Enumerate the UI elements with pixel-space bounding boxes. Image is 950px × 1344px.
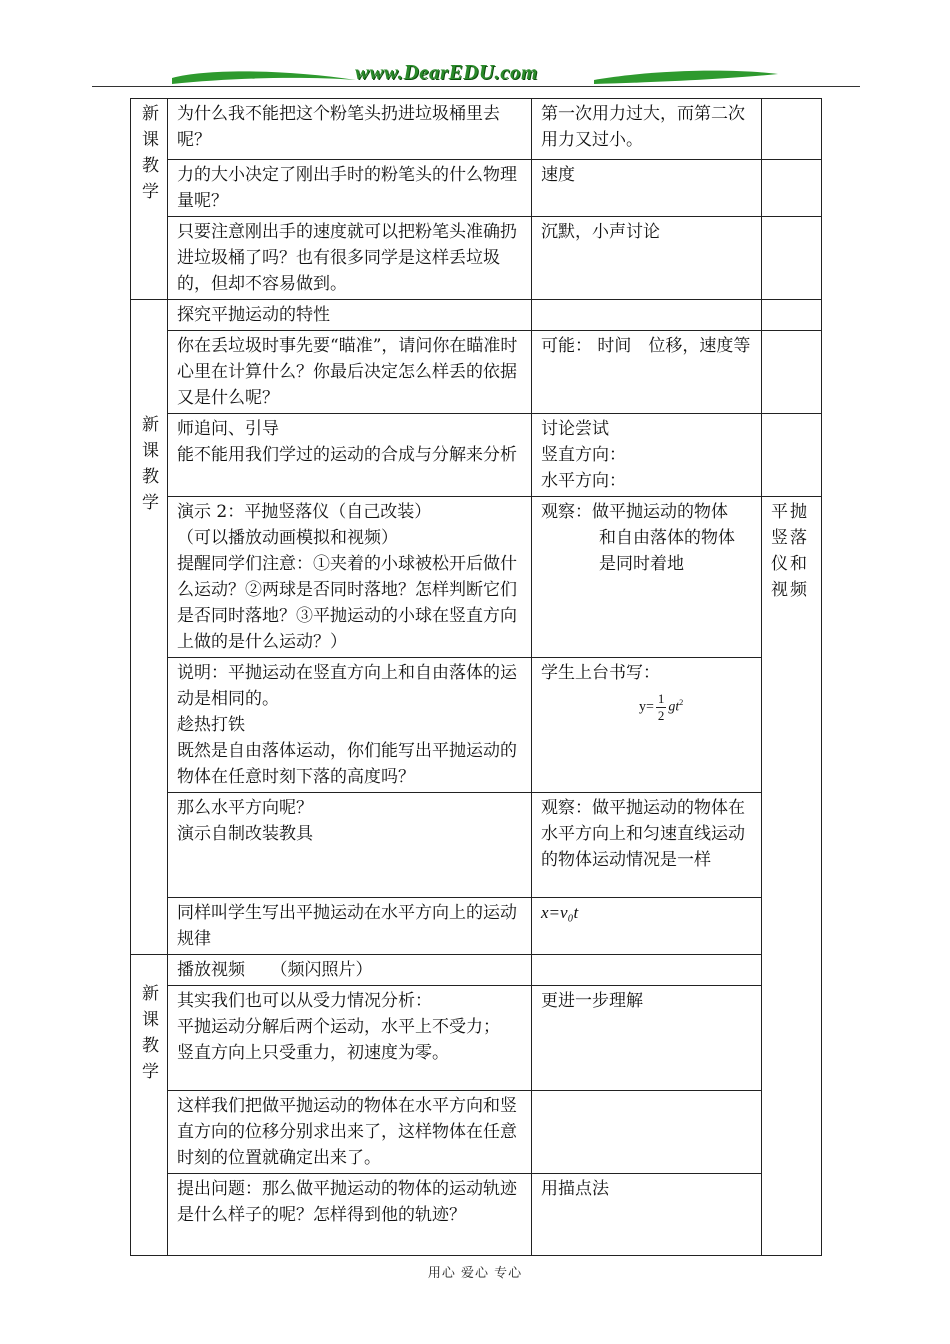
teacher-cell: 这样我们把做平抛运动的物体在水平方向和竖直方向的位移分别求出来了，这样物体在任意时刻的位置就确定出来了。 <box>168 1091 532 1174</box>
table-row <box>131 986 822 1091</box>
table-row <box>131 793 822 898</box>
teacher-cell: 演示 2：平抛竖落仪（自己改装） （可以播放动画模拟和视频） 提醒同学们注意：①夹着的小球被松开后做什么运动？②两球是否同时落地？怎样判断它们是否同时落地？③平抛运动的小球在竖直方向上做的是什么运动？） <box>168 497 532 658</box>
student-cell: 用描点法 <box>532 1174 762 1256</box>
header-rule <box>92 86 860 87</box>
student-cell: 沉默，小声讨论 <box>532 217 762 300</box>
teacher-cell: 你在丢垃圾时事先要“瞄准”，请问你在瞄准时心里在计算什么？你最后决定怎么样丢的依据又是什么呢？ <box>168 331 532 414</box>
student-cell <box>532 955 762 986</box>
teacher-cell: 其实我们也可以从受力情况分析： 平抛运动分解后两个运动，水平上不受力； 竖直方向上只受重力，初速度为零。 <box>168 986 532 1091</box>
student-cell: 讨论尝试 竖直方向： 水平方向： <box>532 414 762 497</box>
free-fall-formula: y= $\frac{1}{2}$ $gt^2$ <box>639 690 684 723</box>
table-row <box>131 497 822 658</box>
section-label-2: 新课教学 <box>131 300 168 955</box>
student-cell: 学生上台书写： y= $\frac{1}{2}$ $gt^2$ <box>532 658 762 793</box>
teacher-cell: 探究平抛运动的特性 <box>168 300 532 331</box>
teacher-cell: 那么水平方向呢？ 演示自制改装教具 <box>168 793 532 898</box>
aids-cell <box>762 217 822 300</box>
student-cell <box>532 1091 762 1174</box>
section-label-3: 新课教学 <box>131 955 168 1256</box>
teacher-cell: 力的大小决定了刚出手时的粉笔头的什么物理量呢？ <box>168 160 532 217</box>
aids-cell <box>762 331 822 414</box>
brand-banner <box>170 58 780 94</box>
teacher-cell: 说明：平抛运动在竖直方向上和自由落体的运动是相同的。 趁热打铁 既然是自由落体运动，你们能写出平抛运动的物体在任意时刻下落的高度吗？ <box>168 658 532 793</box>
table-row <box>131 658 822 793</box>
left-swoosh-icon <box>170 66 360 88</box>
lesson-table <box>130 98 822 1256</box>
aids-cell <box>762 99 822 160</box>
table-row <box>131 217 822 300</box>
student-cell: x=v₀t <box>532 898 762 955</box>
teacher-cell: 播放视频 （频闪照片） <box>168 955 532 986</box>
aids-cell <box>762 414 822 497</box>
brand-text[interactable]: www.DearEDU.com <box>355 60 538 84</box>
table-row <box>131 955 822 986</box>
table-row <box>131 414 822 497</box>
student-cell: 观察：做平抛运动的物体在水平方向上和匀速直线运动的物体运动情况是一样 <box>532 793 762 898</box>
table-row <box>131 898 822 955</box>
student-cell: 观察：做平抛运动的物体 和自由落体的物体 是同时着地 <box>532 497 762 658</box>
teacher-cell: 同样叫学生写出平抛运动在水平方向上的运动规律 <box>168 898 532 955</box>
student-cell: 速度 <box>532 160 762 217</box>
teacher-cell: 提出问题：那么做平抛运动的物体的运动轨迹是什么样子的呢？怎样得到他的轨迹？ <box>168 1174 532 1256</box>
table-row <box>131 1174 822 1256</box>
teacher-cell: 师追问、引导 能不能用我们学过的运动的合成与分解来分析 <box>168 414 532 497</box>
student-cell <box>532 300 762 331</box>
student-cell: 可能： 时间 位移，速度等 <box>532 331 762 414</box>
right-swoosh-icon <box>590 66 780 88</box>
table-row <box>131 99 822 160</box>
table-row <box>131 160 822 217</box>
aids-cell <box>762 160 822 217</box>
teacher-cell: 为什么我不能把这个粉笔头扔进垃圾桶里去呢？ <box>168 99 532 160</box>
table-row <box>131 331 822 414</box>
student-cell: 第一次用力过大，而第二次用力又过小。 <box>532 99 762 160</box>
aids-cell <box>762 300 822 331</box>
table-row <box>131 300 822 331</box>
section-label-1: 新课教学 <box>131 99 168 300</box>
aids-cell: 平抛竖落仪和视频 <box>762 497 822 1256</box>
student-cell: 更进一步理解 <box>532 986 762 1091</box>
table-row <box>131 1091 822 1174</box>
footer-text: 用心 爱心 专心 <box>427 1266 523 1281</box>
teacher-cell: 只要注意刚出手的速度就可以把粉笔头准确扔进垃圾桶了吗？也有很多同学是这样丢垃圾的，但却不容易做到。 <box>168 217 532 300</box>
